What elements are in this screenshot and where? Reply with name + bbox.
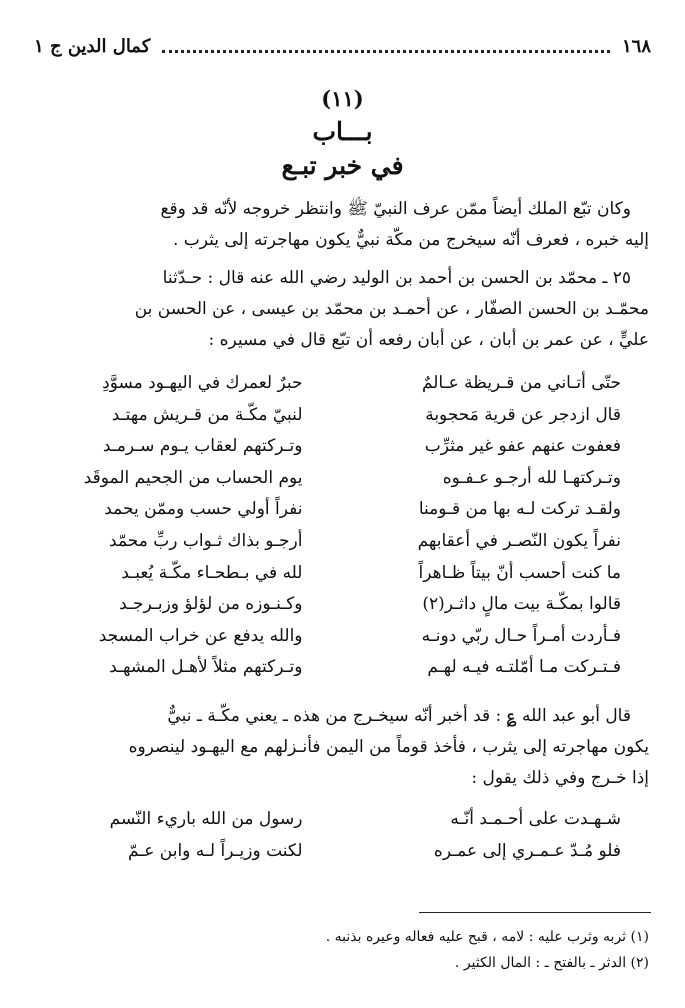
poem-verse — [50, 836, 635, 868]
verse-first-hemistich: فـأردت أمـراً حـال ربّي دونـه — [421, 625, 621, 646]
verse-first-hemistich: ما كنت أحسب أنّ بيتاً ظـاهراً — [418, 562, 621, 583]
verse-second-hemistich: لكنت وزيـراً لـه وابن عـمّ — [127, 840, 303, 861]
verse-first-hemistich: وتـركتهـا لله أرجـو عـفـوه — [442, 467, 621, 488]
page-number: ١٦٨ — [621, 35, 651, 57]
paragraph-line: وكان تبّع الملك أيضاً ممّن عرف النبيّ ﷺ وانتظر خروجه لأنّه قد وقع — [160, 199, 631, 219]
poem-verse — [50, 589, 635, 621]
verse-second-hemistich: وكـنـوزه من لؤلؤ وزبـرجـد — [119, 594, 303, 615]
poem-verse — [50, 558, 635, 590]
verse-second-hemistich: لله في بـطحـاء مكّـة يُعبـد — [121, 562, 303, 583]
verse-first-hemistich: قال ازدجر عن قرية مَحجوبة — [425, 404, 621, 425]
page-header — [34, 34, 651, 58]
poem-verse — [50, 400, 635, 432]
verse-first-hemistich: ولقـد تركت لـه بها من قـومنا — [418, 499, 621, 520]
verse-first-hemistich: شـهـدت على أحـمـد أنّـه — [450, 809, 621, 829]
footnote-1: (١) ثربه وثرب عليه : لامه ، قبح عليه فعاله وعيره بذنبه . — [325, 929, 649, 945]
chapter-title: في خبر تبـع — [281, 151, 404, 180]
poem-verse — [50, 804, 635, 836]
verse-second-hemistich: يوم الحساب من الجحيم الموقَد — [83, 467, 303, 488]
poem-verse — [50, 652, 635, 684]
poem-tubba — [50, 368, 635, 684]
footnote-2: (٢) الدثر ـ بالفتح ـ : المال الكثير . — [454, 955, 649, 971]
verse-first-hemistich: قالوا بمكّـة بيت مالٍ داثـر(٢) — [422, 594, 621, 615]
verse-second-hemistich: وتـركتهم لعقاب يـوم سـرمـد — [102, 436, 303, 457]
verse-first-hemistich: حتّى أتـاني من قـريظة عـالمٌ — [421, 373, 621, 393]
paragraph-line: محمّـد بن الحسن الصفّار ، عن أحمـد بن محمّد بن عيسى ، عن الحسن بن — [134, 299, 649, 319]
footnotes — [36, 924, 649, 976]
verse-first-hemistich: فعفوت عنهم عفو غير مثرِّب — [424, 436, 621, 457]
verse-second-hemistich: لنبيّ مكّـة من قـريش مهتـد — [111, 404, 303, 425]
paragraph-line: قال أبو عبد الله ؏ : قد أخبر أنّه سيخـرج من هذه ـ يعني مكّـة ـ نبيٌّ — [167, 706, 631, 726]
poem-verse — [50, 526, 635, 558]
chapter-number: (١١) — [321, 86, 364, 111]
paragraph-line: ٢٥ ـ محمّد بن الحسن بن أحمد بن الوليد رضي الله عنه قال : حـدّثنا — [162, 268, 631, 288]
chapter-bab-label: بـــاب — [312, 117, 373, 146]
footnote-divider — [419, 912, 651, 913]
poem-testimony — [50, 804, 635, 867]
verse-first-hemistich: فـتـركت مـا أمّلتـه فيـه لهـم — [427, 657, 621, 678]
paragraph-line: إذا خـرج وفي ذلك يقول : — [471, 768, 649, 788]
paragraph-line: إليه خبره ، فعرف أنّه سيخرج من مكّة نبيٌّ يكون مهاجرته إلى يثرب . — [172, 230, 649, 250]
header-dotted-leader — [162, 40, 610, 53]
paragraph-line: يكون مهاجرته إلى يثرب ، فأخذ قوماً من اليمن فأنـزلهم مع اليهـود لينصروه — [128, 737, 649, 757]
hadith-paragraph — [36, 263, 649, 356]
intro-paragraph — [36, 194, 649, 256]
book-title: كمال الدين ج ١ — [34, 35, 151, 57]
poem-verse — [50, 621, 635, 653]
abu-abdullah-paragraph — [36, 701, 649, 794]
verse-first-hemistich: نفراً يكون النّصـر في أعقابهم — [417, 530, 621, 551]
verse-second-hemistich: حبرٌ لعمرك في اليهـود مسوَّدِ — [102, 373, 303, 393]
verse-second-hemistich: نفراً أولي حسب وممّن يحمد — [104, 499, 303, 520]
verse-second-hemistich: وتـركتهم مثلاً لأهـل المشهـد — [109, 657, 303, 678]
poem-verse — [50, 463, 635, 495]
verse-second-hemistich: والله يدفع عن خراب المسجد — [98, 625, 303, 646]
poem-verse — [50, 368, 635, 400]
verse-first-hemistich: فلو مُـدّ عـمـري إلى عمـره — [433, 840, 621, 861]
paragraph-line: عليٍّ ، عن عمر بن أبان ، عن أبان رفعه أن تبّع قال في مسيره : — [208, 330, 649, 350]
verse-second-hemistich: رسول من الله باريء النّسم — [109, 809, 303, 829]
poem-verse — [50, 494, 635, 526]
poem-verse — [50, 431, 635, 463]
verse-second-hemistich: أرجـو بذاك ثـواب ربِّ محمّد — [109, 530, 303, 551]
